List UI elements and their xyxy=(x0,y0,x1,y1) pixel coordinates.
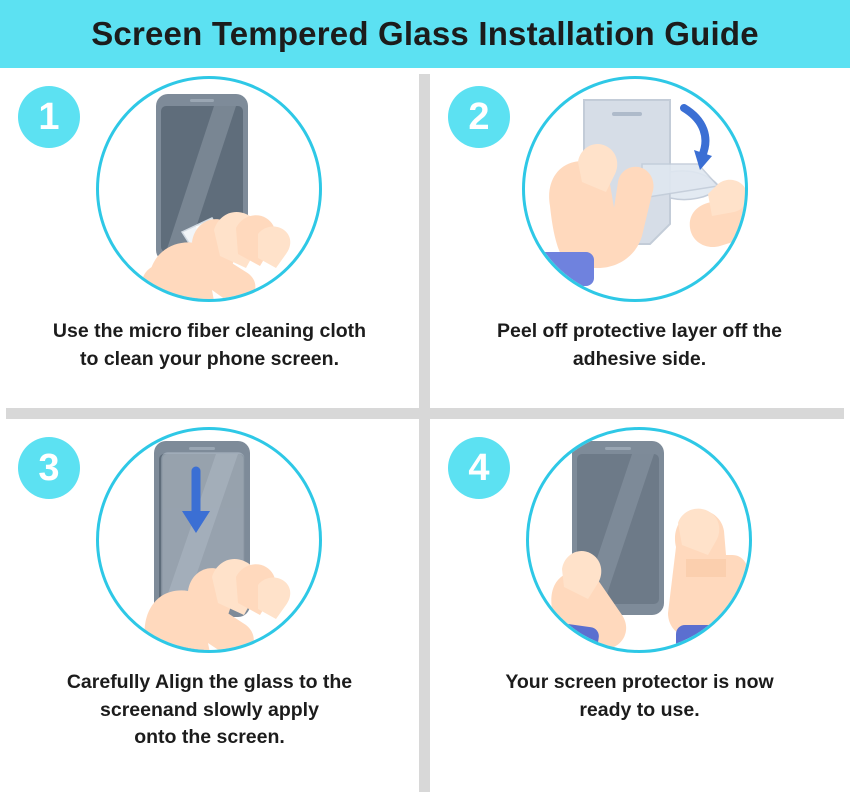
steps-grid xyxy=(0,68,850,798)
step-4-number-badge xyxy=(448,437,510,499)
step-2-caption-line-2: adhesive side. xyxy=(572,347,707,370)
page-title: Screen Tempered Glass Installation Guide xyxy=(91,15,759,52)
step-2-circle-ring xyxy=(522,76,748,302)
step-1-circle-ring xyxy=(96,76,322,302)
step-3-number: 3 xyxy=(38,447,60,489)
step-3-caption-line-3: onto the screen. xyxy=(134,726,285,749)
step-4-caption xyxy=(440,669,839,724)
step-3-circle-ring xyxy=(96,427,322,653)
step-1-caption-line-1: Use the micro fiber cleaning cloth xyxy=(52,320,367,342)
step-1-caption xyxy=(10,318,409,373)
step-4-number: 4 xyxy=(468,447,490,489)
step-4-caption-line-1: Your screen protector is now xyxy=(505,671,774,693)
step-2-number-badge xyxy=(448,86,510,148)
step-2-caption-line-1: Peel off protective layer off the xyxy=(497,320,782,342)
step-1-illustration xyxy=(96,76,326,306)
step-3 xyxy=(0,419,419,759)
step-3-illustration xyxy=(96,427,326,657)
step-1-number-badge xyxy=(18,86,80,148)
step-4-illustration xyxy=(526,427,756,657)
step-1-caption-line-2: to clean your phone screen. xyxy=(80,347,339,370)
step-3-number-badge xyxy=(18,437,80,499)
step-4-caption-line-2: ready to use. xyxy=(579,698,700,721)
vertical-divider xyxy=(419,74,430,792)
horizontal-divider xyxy=(6,408,844,419)
step-2 xyxy=(430,68,849,408)
step-2-caption xyxy=(440,318,839,373)
step-1 xyxy=(0,68,419,408)
poster-header xyxy=(0,0,850,68)
step-2-illustration xyxy=(522,76,752,306)
step-3-caption xyxy=(10,669,409,752)
step-4 xyxy=(430,419,849,759)
step-3-caption-line-2: screenand slowly apply xyxy=(100,698,319,721)
step-1-number: 1 xyxy=(38,96,60,138)
step-3-caption-line-1: Carefully Align the glass to the xyxy=(66,671,353,693)
step-4-circle-ring xyxy=(526,427,752,653)
step-2-number: 2 xyxy=(468,96,490,138)
